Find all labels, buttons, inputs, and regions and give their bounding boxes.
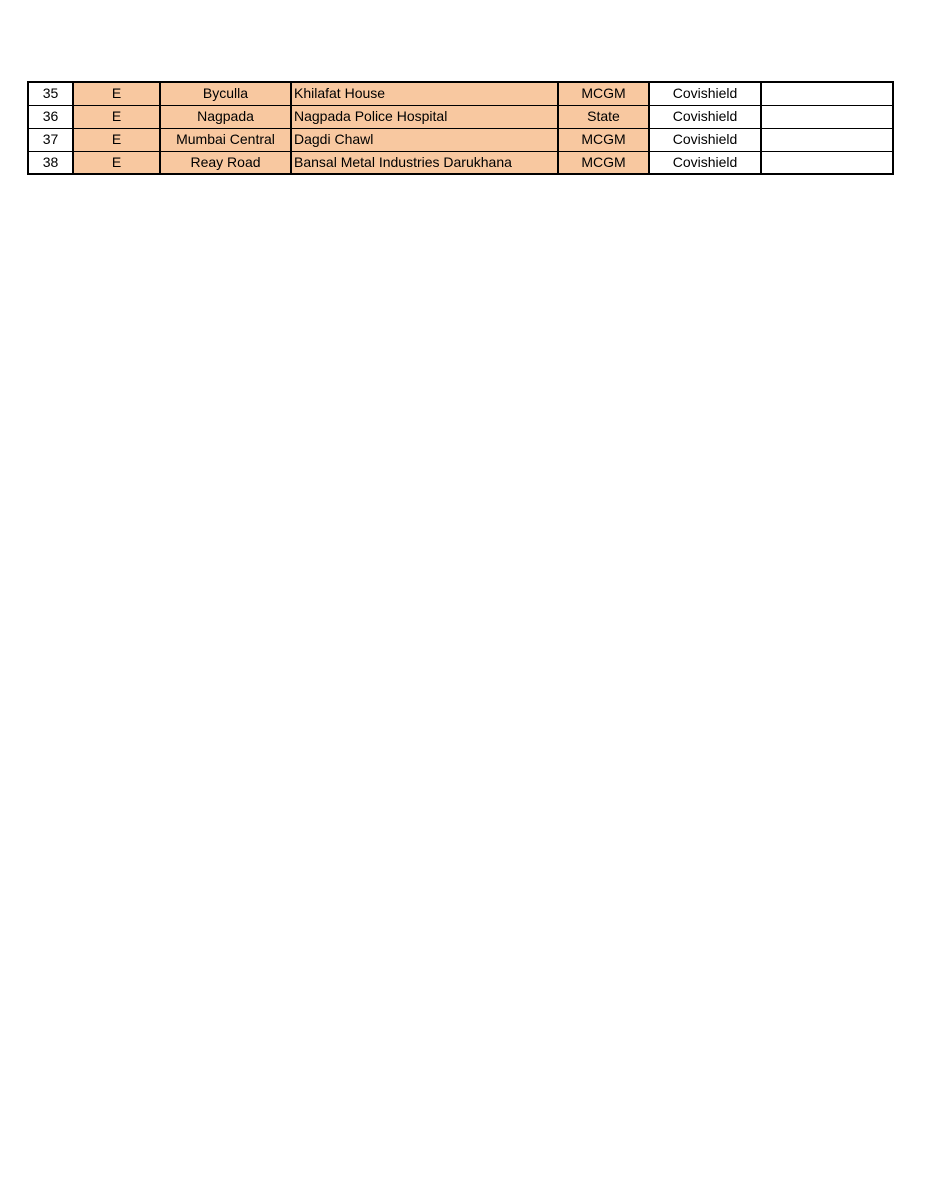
serial-number-cell: 38 <box>28 151 73 174</box>
owner-cell: MCGM <box>558 82 649 105</box>
serial-number-cell: 35 <box>28 82 73 105</box>
ward-cell: E <box>73 128 160 151</box>
area-cell: Mumbai Central <box>160 128 291 151</box>
table-row <box>28 82 893 105</box>
ward-cell: E <box>73 151 160 174</box>
area-cell: Byculla <box>160 82 291 105</box>
serial-number-cell: 36 <box>28 105 73 128</box>
ward-cell: E <box>73 82 160 105</box>
serial-number-cell: 37 <box>28 128 73 151</box>
site-name-cell: Dagdi Chawl <box>291 128 558 151</box>
table-row <box>28 105 893 128</box>
vaccination-centres-table <box>27 81 894 175</box>
note-cell <box>761 82 893 105</box>
vaccine-cell: Covishield <box>649 105 761 128</box>
note-cell <box>761 105 893 128</box>
note-cell <box>761 151 893 174</box>
table-row <box>28 128 893 151</box>
ward-cell: E <box>73 105 160 128</box>
owner-cell: State <box>558 105 649 128</box>
vaccine-cell: Covishield <box>649 82 761 105</box>
area-cell: Reay Road <box>160 151 291 174</box>
vaccine-cell: Covishield <box>649 151 761 174</box>
table-row <box>28 151 893 174</box>
note-cell <box>761 128 893 151</box>
owner-cell: MCGM <box>558 128 649 151</box>
site-name-cell: Khilafat House <box>291 82 558 105</box>
area-cell: Nagpada <box>160 105 291 128</box>
site-name-cell: Nagpada Police Hospital <box>291 105 558 128</box>
vaccine-cell: Covishield <box>649 128 761 151</box>
site-name-cell: Bansal Metal Industries Darukhana <box>291 151 558 174</box>
owner-cell: MCGM <box>558 151 649 174</box>
